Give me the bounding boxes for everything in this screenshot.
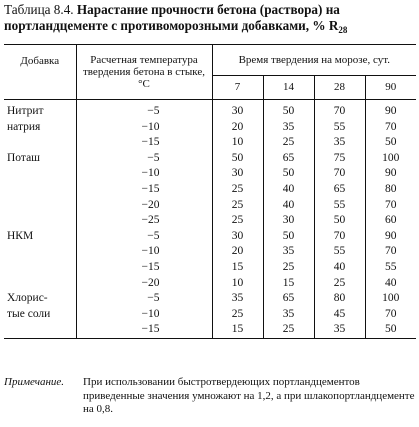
cell-value-day-90: 40	[365, 276, 416, 292]
cell-value-day-28: 40	[314, 260, 365, 276]
cell-value-day-14: 25	[263, 260, 314, 276]
cell-value-day-90: 100	[365, 291, 416, 307]
caption-prefix: Таблица 8.4.	[4, 2, 74, 17]
cell-additive: Нитрит	[7, 105, 44, 117]
cell-value-day-14: 65	[263, 291, 314, 307]
cell-temperature: −10	[76, 120, 212, 136]
cell-value-day-90: 55	[365, 260, 416, 276]
header-day-7: 7	[212, 75, 263, 99]
cell-value-day-90: 50	[365, 322, 416, 338]
table-row	[4, 244, 416, 260]
cell-value-day-28: 70	[314, 100, 365, 120]
cell-value-day-14: 50	[263, 100, 314, 120]
cell-value-day-7: 30	[212, 166, 263, 182]
cell-value-day-28: 35	[314, 135, 365, 151]
cell-value-day-90: 70	[365, 120, 416, 136]
cell-temperature: −15	[76, 260, 212, 276]
cell-additive	[4, 198, 76, 214]
cell-value-day-7: 25	[212, 198, 263, 214]
cell-temperature: −25	[76, 213, 212, 229]
cell-additive	[4, 260, 76, 276]
cell-value-day-14: 40	[263, 182, 314, 198]
cell-temperature: −20	[76, 198, 212, 214]
cell-value-day-28: 45	[314, 307, 365, 323]
cell-value-day-90: 90	[365, 166, 416, 182]
cell-value-day-28: 70	[314, 229, 365, 245]
cell-value-day-7: 20	[212, 120, 263, 136]
cell-additive	[4, 166, 76, 182]
cell-temperature: −15	[76, 182, 212, 198]
note-text: При использовании быстротвердеющих портландцементов приведенные значения умножают на 1,2, а при шлакопортландцементе на 0,8.	[83, 376, 415, 415]
cell-temperature: −10	[76, 307, 212, 323]
table-row	[4, 198, 416, 214]
cell-value-day-28: 65	[314, 182, 365, 198]
cell-value-day-14: 25	[263, 135, 314, 151]
header-temperature: Расчетная температура твердения бетона в стыке, °С	[76, 45, 212, 100]
header-day-28: 28	[314, 75, 365, 99]
cell-value-day-28: 25	[314, 276, 365, 292]
table-row	[4, 307, 416, 323]
cell-value-day-28: 55	[314, 120, 365, 136]
cell-additive	[4, 276, 76, 292]
table-row	[4, 322, 416, 338]
cell-temperature: −5	[76, 229, 212, 245]
cell-value-day-90: 60	[365, 213, 416, 229]
cell-value-day-7: 30	[212, 100, 263, 120]
cell-temperature: −5	[76, 291, 212, 307]
cell-additive	[4, 182, 76, 198]
cell-additive	[4, 135, 76, 151]
table-row	[4, 291, 416, 307]
table-row	[4, 229, 416, 245]
cell-temperature: −20	[76, 276, 212, 292]
cell-temperature: −15	[76, 322, 212, 338]
table-caption	[4, 2, 416, 38]
cell-additive	[4, 322, 76, 338]
cell-value-day-90: 70	[365, 307, 416, 323]
cell-temperature: −10	[76, 244, 212, 260]
table-row	[4, 120, 416, 136]
cell-value-day-28: 80	[314, 291, 365, 307]
cell-additive	[4, 213, 76, 229]
cell-value-day-7: 25	[212, 213, 263, 229]
cell-temperature: −15	[76, 135, 212, 151]
cell-value-day-90: 90	[365, 229, 416, 245]
table-note	[4, 376, 416, 415]
table-row	[4, 100, 416, 120]
table-row	[4, 260, 416, 276]
header-day-90: 90	[365, 75, 416, 99]
table-row	[4, 213, 416, 229]
cell-value-day-7: 15	[212, 322, 263, 338]
cell-value-day-14: 50	[263, 166, 314, 182]
cell-value-day-7: 50	[212, 151, 263, 167]
cell-temperature: −10	[76, 166, 212, 182]
cell-value-day-28: 35	[314, 322, 365, 338]
cell-value-day-90: 50	[365, 135, 416, 151]
cell-value-day-28: 55	[314, 244, 365, 260]
cell-value-day-14: 35	[263, 120, 314, 136]
cell-value-day-7: 35	[212, 291, 263, 307]
cell-value-day-14: 35	[263, 307, 314, 323]
header-time: Время твердения на морозе, сут.	[212, 45, 416, 76]
cell-value-day-14: 15	[263, 276, 314, 292]
cell-value-day-14: 40	[263, 198, 314, 214]
cell-value-day-14: 65	[263, 151, 314, 167]
data-table	[4, 44, 416, 339]
cell-value-day-7: 10	[212, 276, 263, 292]
cell-value-day-28: 50	[314, 213, 365, 229]
table-row	[4, 135, 416, 151]
header-additive: Добавка	[4, 45, 76, 100]
cell-value-day-7: 10	[212, 135, 263, 151]
table-row	[4, 182, 416, 198]
cell-additive: Поташ	[7, 151, 41, 164]
cell-value-day-28: 55	[314, 198, 365, 214]
cell-additive: НКМ	[7, 229, 34, 242]
table-row	[4, 166, 416, 182]
cell-value-day-7: 25	[212, 182, 263, 198]
cell-value-day-28: 75	[314, 151, 365, 167]
caption-subscript: 28	[338, 25, 348, 35]
cell-value-day-90: 90	[365, 100, 416, 120]
note-label: Примечание.	[4, 376, 65, 388]
cell-additive: натрия	[7, 120, 41, 133]
cell-value-day-90: 70	[365, 198, 416, 214]
table-row	[4, 151, 416, 167]
cell-value-day-7: 25	[212, 307, 263, 323]
cell-value-day-90: 70	[365, 244, 416, 260]
cell-value-day-7: 20	[212, 244, 263, 260]
cell-value-day-7: 30	[212, 229, 263, 245]
cell-temperature: −5	[76, 100, 212, 120]
header-day-14: 14	[263, 75, 314, 99]
cell-value-day-28: 70	[314, 166, 365, 182]
cell-value-day-14: 50	[263, 229, 314, 245]
table-row	[4, 276, 416, 292]
cell-temperature: −5	[76, 151, 212, 167]
cell-value-day-90: 80	[365, 182, 416, 198]
cell-value-day-14: 25	[263, 322, 314, 338]
cell-value-day-14: 30	[263, 213, 314, 229]
caption-title: Нарастание прочности бетона (раствора) на портландцементе с противоморозными добавками, % R	[4, 2, 340, 33]
cell-additive: тые соли	[7, 307, 51, 320]
cell-value-day-90: 100	[365, 151, 416, 167]
cell-value-day-14: 35	[263, 244, 314, 260]
cell-additive	[4, 244, 76, 260]
cell-value-day-7: 15	[212, 260, 263, 276]
cell-additive: Хлорис-	[7, 292, 48, 305]
